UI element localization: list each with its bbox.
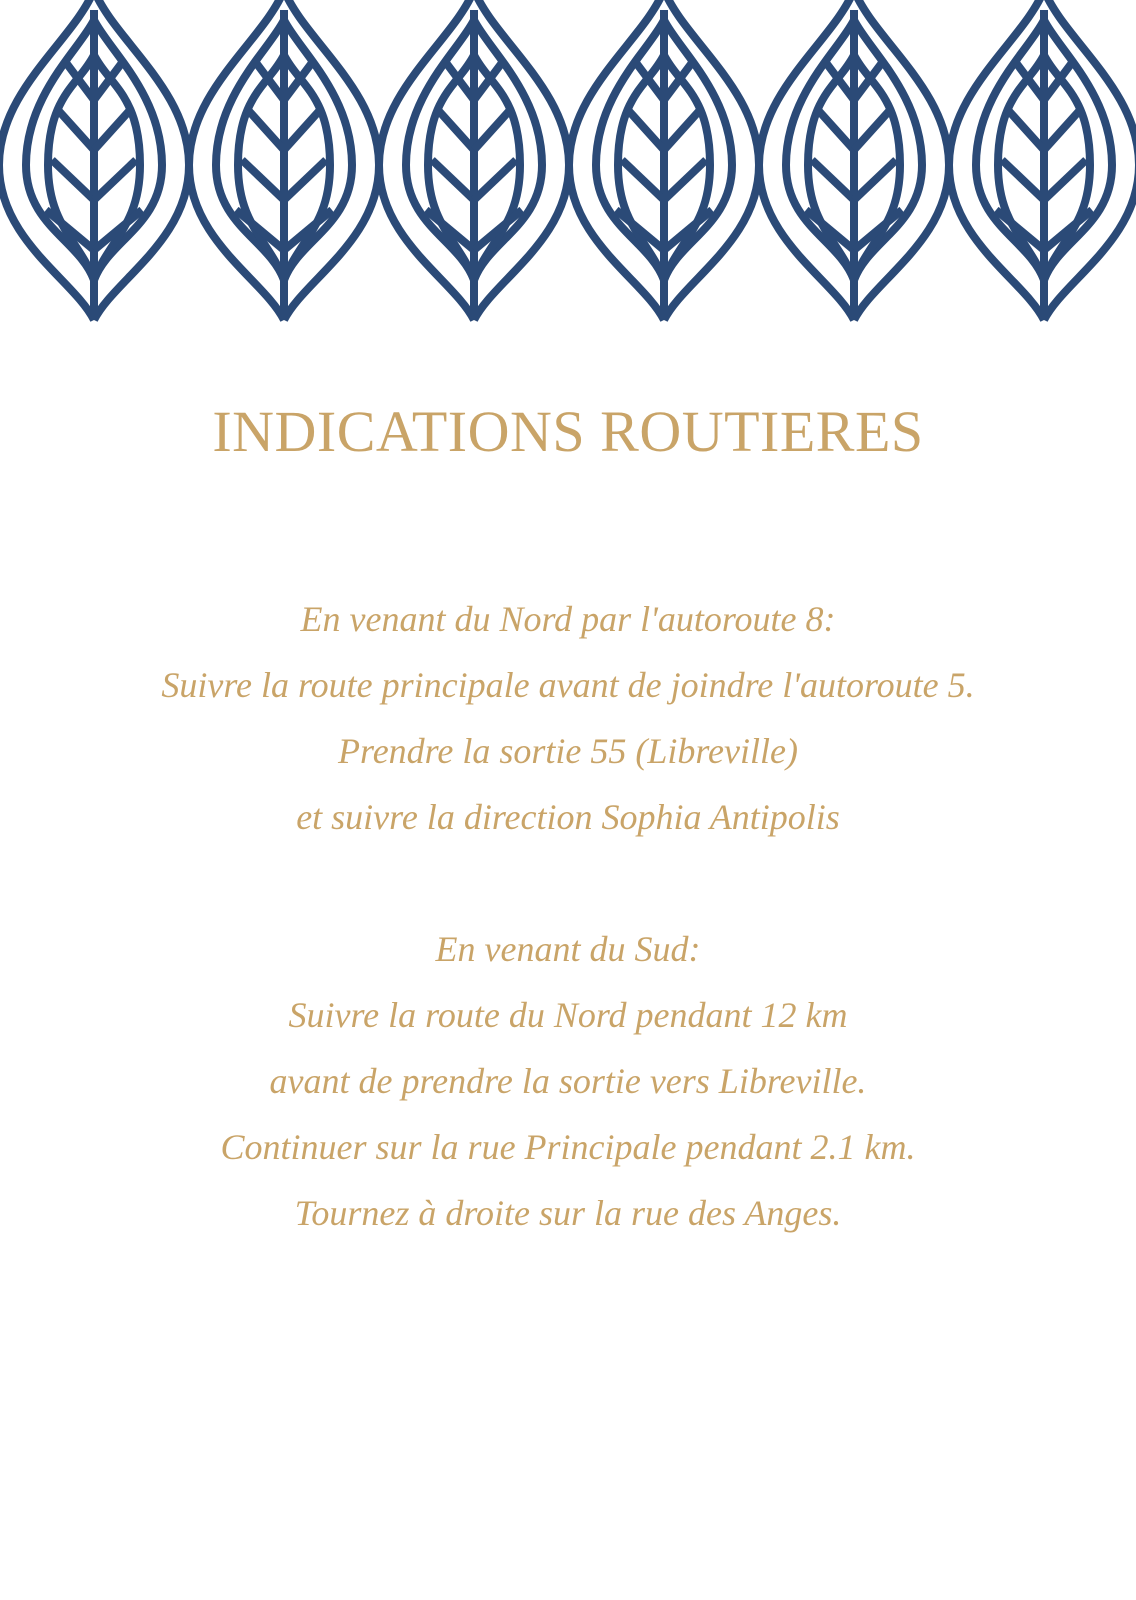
page-title: INDICATIONS ROUTIERES [212,399,924,464]
direction-line: Continuer sur la rue Principale pendant 2.1 km. [220,1127,916,1167]
leaf-stroke [622,160,664,200]
leaf-stroke [664,160,706,200]
leaf-stroke [284,110,320,150]
leaf-stroke [812,160,854,200]
leaf-stroke [248,110,284,150]
direction-line: Suivre la route du Nord pendant 12 km [288,995,848,1035]
leaf-stroke [438,110,474,150]
leaf-stroke [284,160,326,200]
direction-line: Suivre la route principale avant de joindre l'autoroute 5. [161,665,975,705]
leaf-stroke [818,110,854,150]
leaf-stroke [1044,110,1080,150]
direction-line: et suivre la direction Sophia Antipolis [296,797,840,837]
leaf-stroke [52,160,94,200]
leaf-stroke [94,110,130,150]
directions-from-north [0,586,1136,850]
direction-line: Tournez à droite sur la rue des Anges. [294,1193,842,1233]
direction-line: avant de prendre la sortie vers Libreville. [269,1061,867,1101]
leaf-stroke [432,160,474,200]
direction-line: En venant du Sud: [435,929,701,969]
leaf-stroke [628,110,664,150]
leaf-stroke [58,110,94,150]
leaf-stroke [1008,110,1044,150]
leaf-stroke [94,160,136,200]
leaf-stroke [1002,160,1044,200]
leaf-stroke [854,110,890,150]
leaf-stroke [474,110,510,150]
leaf-stroke [854,160,896,200]
leaf-stroke [474,160,516,200]
direction-line: En venant du Nord par l'autoroute 8: [300,599,836,639]
direction-line: Prendre la sortie 55 (Libreville) [338,731,798,771]
leaf-stroke [242,160,284,200]
art-deco-leaf-pattern-icon [0,0,1136,330]
directions-from-south [0,916,1136,1246]
leaf-stroke [664,110,700,150]
leaf-stroke [1044,160,1086,200]
